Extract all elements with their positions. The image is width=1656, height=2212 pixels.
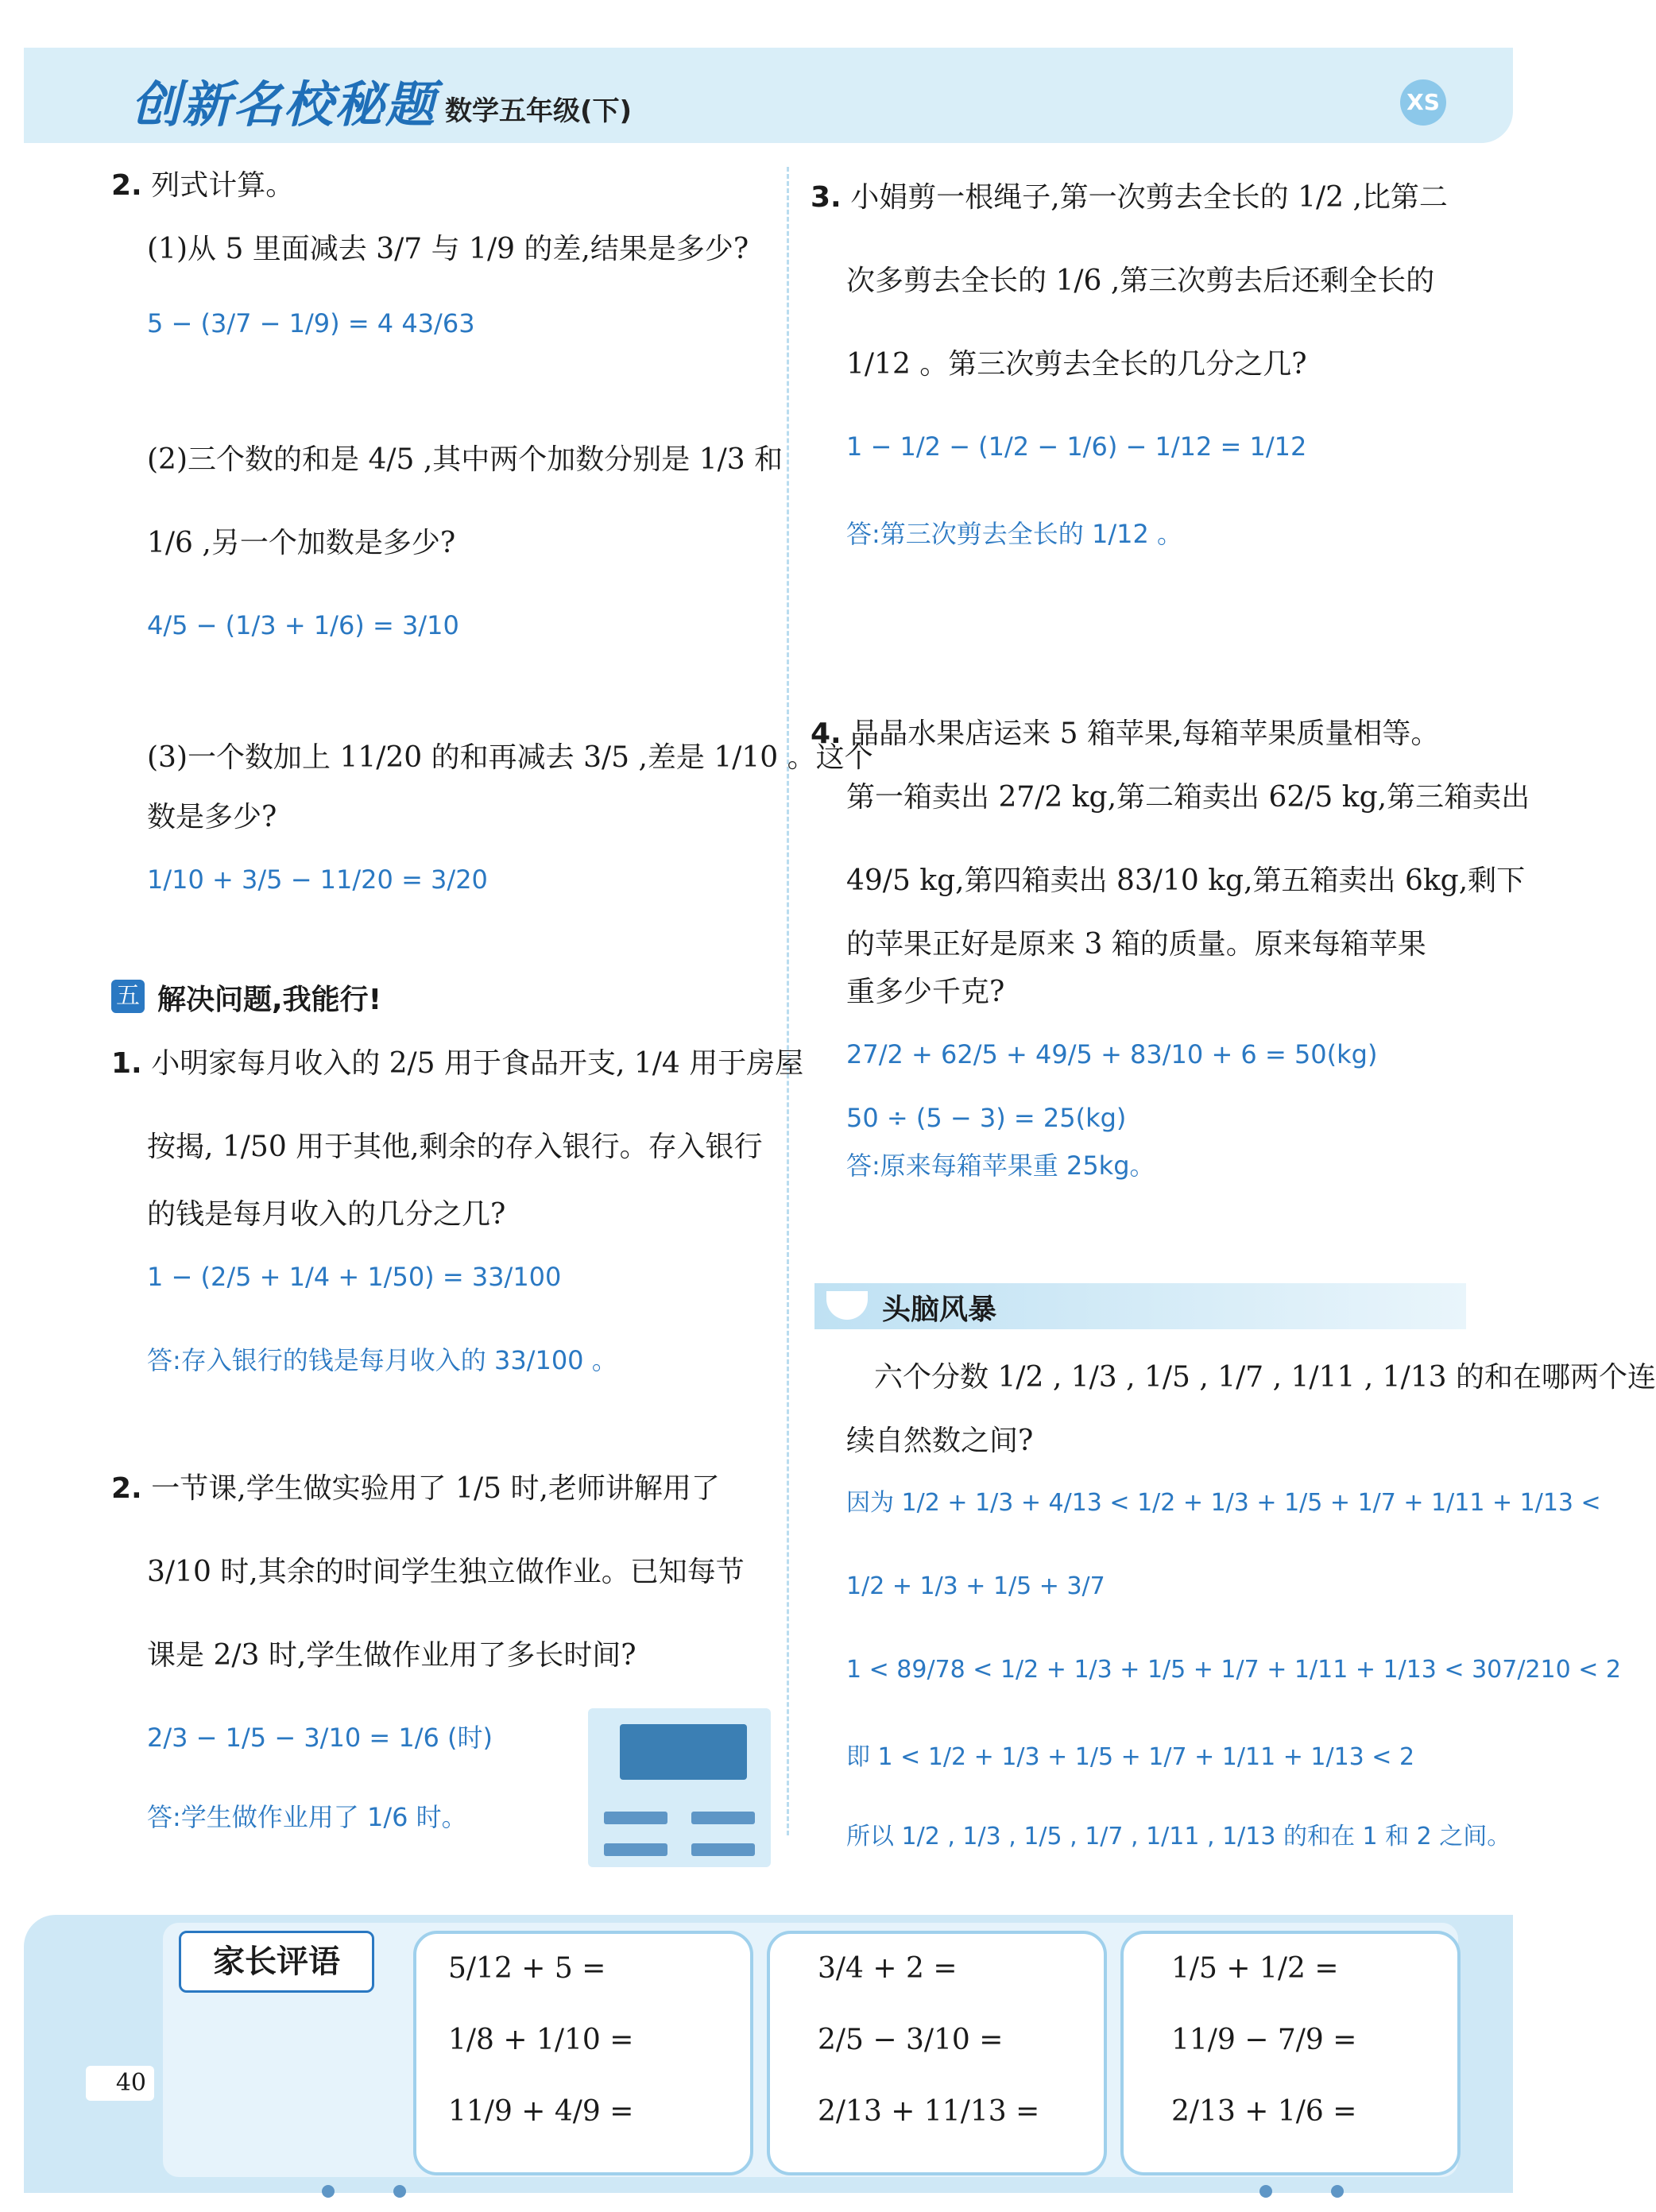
p1-line1 — [111, 1045, 803, 1083]
q3-reply: 答:第三次剪去全长的 1/12 。 — [846, 519, 1182, 549]
brainstorm-line1: 六个分数 1/2 , 1/3 , 1/5 , 1/7 , 1/11 , 1/13 的和在哪两个连 — [874, 1361, 1656, 1394]
p2-answer: 2/3 − 1/5 − 3/10 = 1/6 (时) — [147, 1723, 493, 1753]
p1-answer: 1 − (2/5 + 1/4 + 1/50) = 33/100 — [147, 1262, 562, 1292]
exercise: 2/13 + 1/6 = — [1171, 2095, 1357, 2128]
section-title: 解决问题,我能行! — [157, 984, 382, 1016]
q4-line3: 49/5 kg,第四箱卖出 83/10 kg,第五箱卖出 6kg,剩下 — [846, 864, 1526, 897]
p1-line1-text: 小明家每月收入的 2/5 用于食品开支, 1/4 用于房屋 — [151, 1047, 804, 1080]
section-badge: 五 — [111, 980, 145, 1013]
q4-line4: 的苹果正好是原来 3 箱的质量。原来每箱苹果 — [846, 928, 1426, 961]
decor-dot — [1259, 2185, 1272, 2198]
q2-title: 列式计算。 — [151, 169, 295, 202]
exercise-panel-3 — [1120, 1931, 1461, 2175]
q4-line1 — [811, 715, 1439, 753]
exercise: 3/4 + 2 = — [818, 1952, 958, 1985]
brainstorm-answer-4: 即 1 < 1/2 + 1/3 + 1/5 + 1/7 + 1/11 + 1/13 < 2 — [846, 1743, 1415, 1771]
classroom-illustration — [588, 1708, 771, 1867]
exercise: 1/8 + 1/10 = — [448, 2024, 634, 2056]
p1-line3: 的钱是每月收入的几分之几? — [147, 1198, 506, 1231]
q4-number: 4. — [811, 717, 842, 750]
q4-answer-2: 50 ÷ (5 − 3) = 25(kg) — [846, 1103, 1127, 1133]
exercise: 11/9 − 7/9 = — [1171, 2024, 1357, 2056]
p2-number: 2. — [111, 1472, 142, 1505]
q4-line5: 重多少千克? — [846, 976, 1005, 1008]
p2-reply: 答:学生做作业用了 1/6 时。 — [147, 1802, 467, 1832]
q3-number: 3. — [811, 181, 842, 214]
desk-icon — [691, 1812, 755, 1824]
p1-reply: 答:存入银行的钱是每月收入的 33/100 。 — [147, 1345, 617, 1375]
exercise-panel-1 — [413, 1931, 753, 2175]
brainstorm-line2: 续自然数之间? — [846, 1425, 1034, 1457]
brainstorm-answer-2: 1/2 + 1/3 + 1/5 + 3/7 — [846, 1572, 1105, 1600]
desk-icon — [604, 1812, 667, 1824]
p2-line1 — [111, 1470, 720, 1508]
q3-line2: 次多剪去全长的 1/6 ,第三次剪去后还剩全长的 — [846, 265, 1435, 297]
blackboard-icon — [620, 1724, 747, 1780]
parent-comment-label: 家长评语 — [179, 1931, 374, 1993]
brainstorm-title: 头脑风暴 — [882, 1294, 997, 1326]
q2-3-line1: (3)一个数加上 11/20 的和再减去 3/5 ,差是 1/10 。这个 — [147, 741, 873, 774]
q2-3-answer: 1/10 + 3/5 − 11/20 = 3/20 — [147, 864, 488, 895]
q3-line1-text: 小娟剪一根绳子,第一次剪去全长的 1/2 ,比第二 — [850, 181, 1448, 214]
p2-line3: 课是 2/3 时,学生做作业用了多长时间? — [147, 1639, 636, 1672]
exercise: 2/13 + 11/13 = — [818, 2095, 1040, 2128]
p1-line2: 按揭, 1/50 用于其他,剩余的存入银行。存入银行 — [147, 1131, 763, 1163]
q2-heading — [111, 167, 294, 205]
decor-dot — [1331, 2185, 1344, 2198]
brainstorm-answer-3: 1 < 89/78 < 1/2 + 1/3 + 1/5 + 1/7 + 1/11 + 1/13 < 307/210 < 2 — [846, 1656, 1621, 1684]
q2-number: 2. — [111, 169, 142, 202]
page-number: 40 — [86, 2066, 154, 2101]
q2-1-text: (1)从 5 里面减去 3/7 与 1/9 的差,结果是多少? — [147, 233, 749, 265]
q2-1-answer: 5 − (3/7 − 1/9) = 4 43/63 — [147, 308, 475, 338]
p2-line2: 3/10 时,其余的时间学生独立做作业。已知每节 — [147, 1556, 745, 1588]
q3-line3: 1/12 。第三次剪去全长的几分之几? — [846, 348, 1307, 381]
q4-line2: 第一箱卖出 27/2 kg,第二箱卖出 62/5 kg,第三箱卖出 — [846, 781, 1530, 814]
brainstorm-answer-1: 因为 1/2 + 1/3 + 4/13 < 1/2 + 1/3 + 1/5 + 1/7 + 1/11 + 1/13 < — [846, 1489, 1601, 1517]
brainstorm-answer-5: 所以 1/2 , 1/3 , 1/5 , 1/7 , 1/11 , 1/13 的和在 1 和 2 之间。 — [846, 1823, 1511, 1850]
q2-2-line1: (2)三个数的和是 4/5 ,其中两个加数分别是 1/3 和 — [147, 443, 784, 476]
exercise: 2/5 − 3/10 = — [818, 2024, 1004, 2056]
decor-dot — [322, 2185, 335, 2198]
q2-3-line2: 数是多少? — [147, 801, 277, 833]
exercise: 5/12 + 5 = — [448, 1952, 606, 1985]
column-divider — [787, 167, 789, 1835]
subject-label: 数学五年级(下) — [445, 95, 633, 127]
q2-2-answer: 4/5 − (1/3 + 1/6) = 3/10 — [147, 610, 459, 640]
q2-2-line2: 1/6 ,另一个加数是多少? — [147, 527, 456, 559]
p1-number: 1. — [111, 1047, 142, 1080]
p2-line1-text: 一节课,学生做实验用了 1/5 时,老师讲解用了 — [151, 1472, 720, 1505]
decor-dot — [393, 2185, 406, 2198]
q3-answer: 1 − 1/2 − (1/2 − 1/6) − 1/12 = 1/12 — [846, 431, 1307, 462]
desk-icon — [604, 1843, 667, 1856]
desk-icon — [691, 1843, 755, 1856]
q4-reply: 答:原来每箱苹果重 25kg。 — [846, 1150, 1155, 1181]
exercise: 1/5 + 1/2 = — [1171, 1952, 1339, 1985]
xs-badge: XS — [1400, 79, 1446, 126]
q4-line1-text: 晶晶水果店运来 5 箱苹果,每箱苹果质量相等。 — [850, 717, 1440, 750]
brand-title: 创新名校秘题 — [131, 75, 437, 133]
exercise-panel-2 — [767, 1931, 1107, 2175]
q3-line1 — [811, 179, 1448, 217]
exercise: 11/9 + 4/9 = — [448, 2095, 634, 2128]
q4-answer-1: 27/2 + 62/5 + 49/5 + 83/10 + 6 = 50(kg) — [846, 1039, 1378, 1069]
